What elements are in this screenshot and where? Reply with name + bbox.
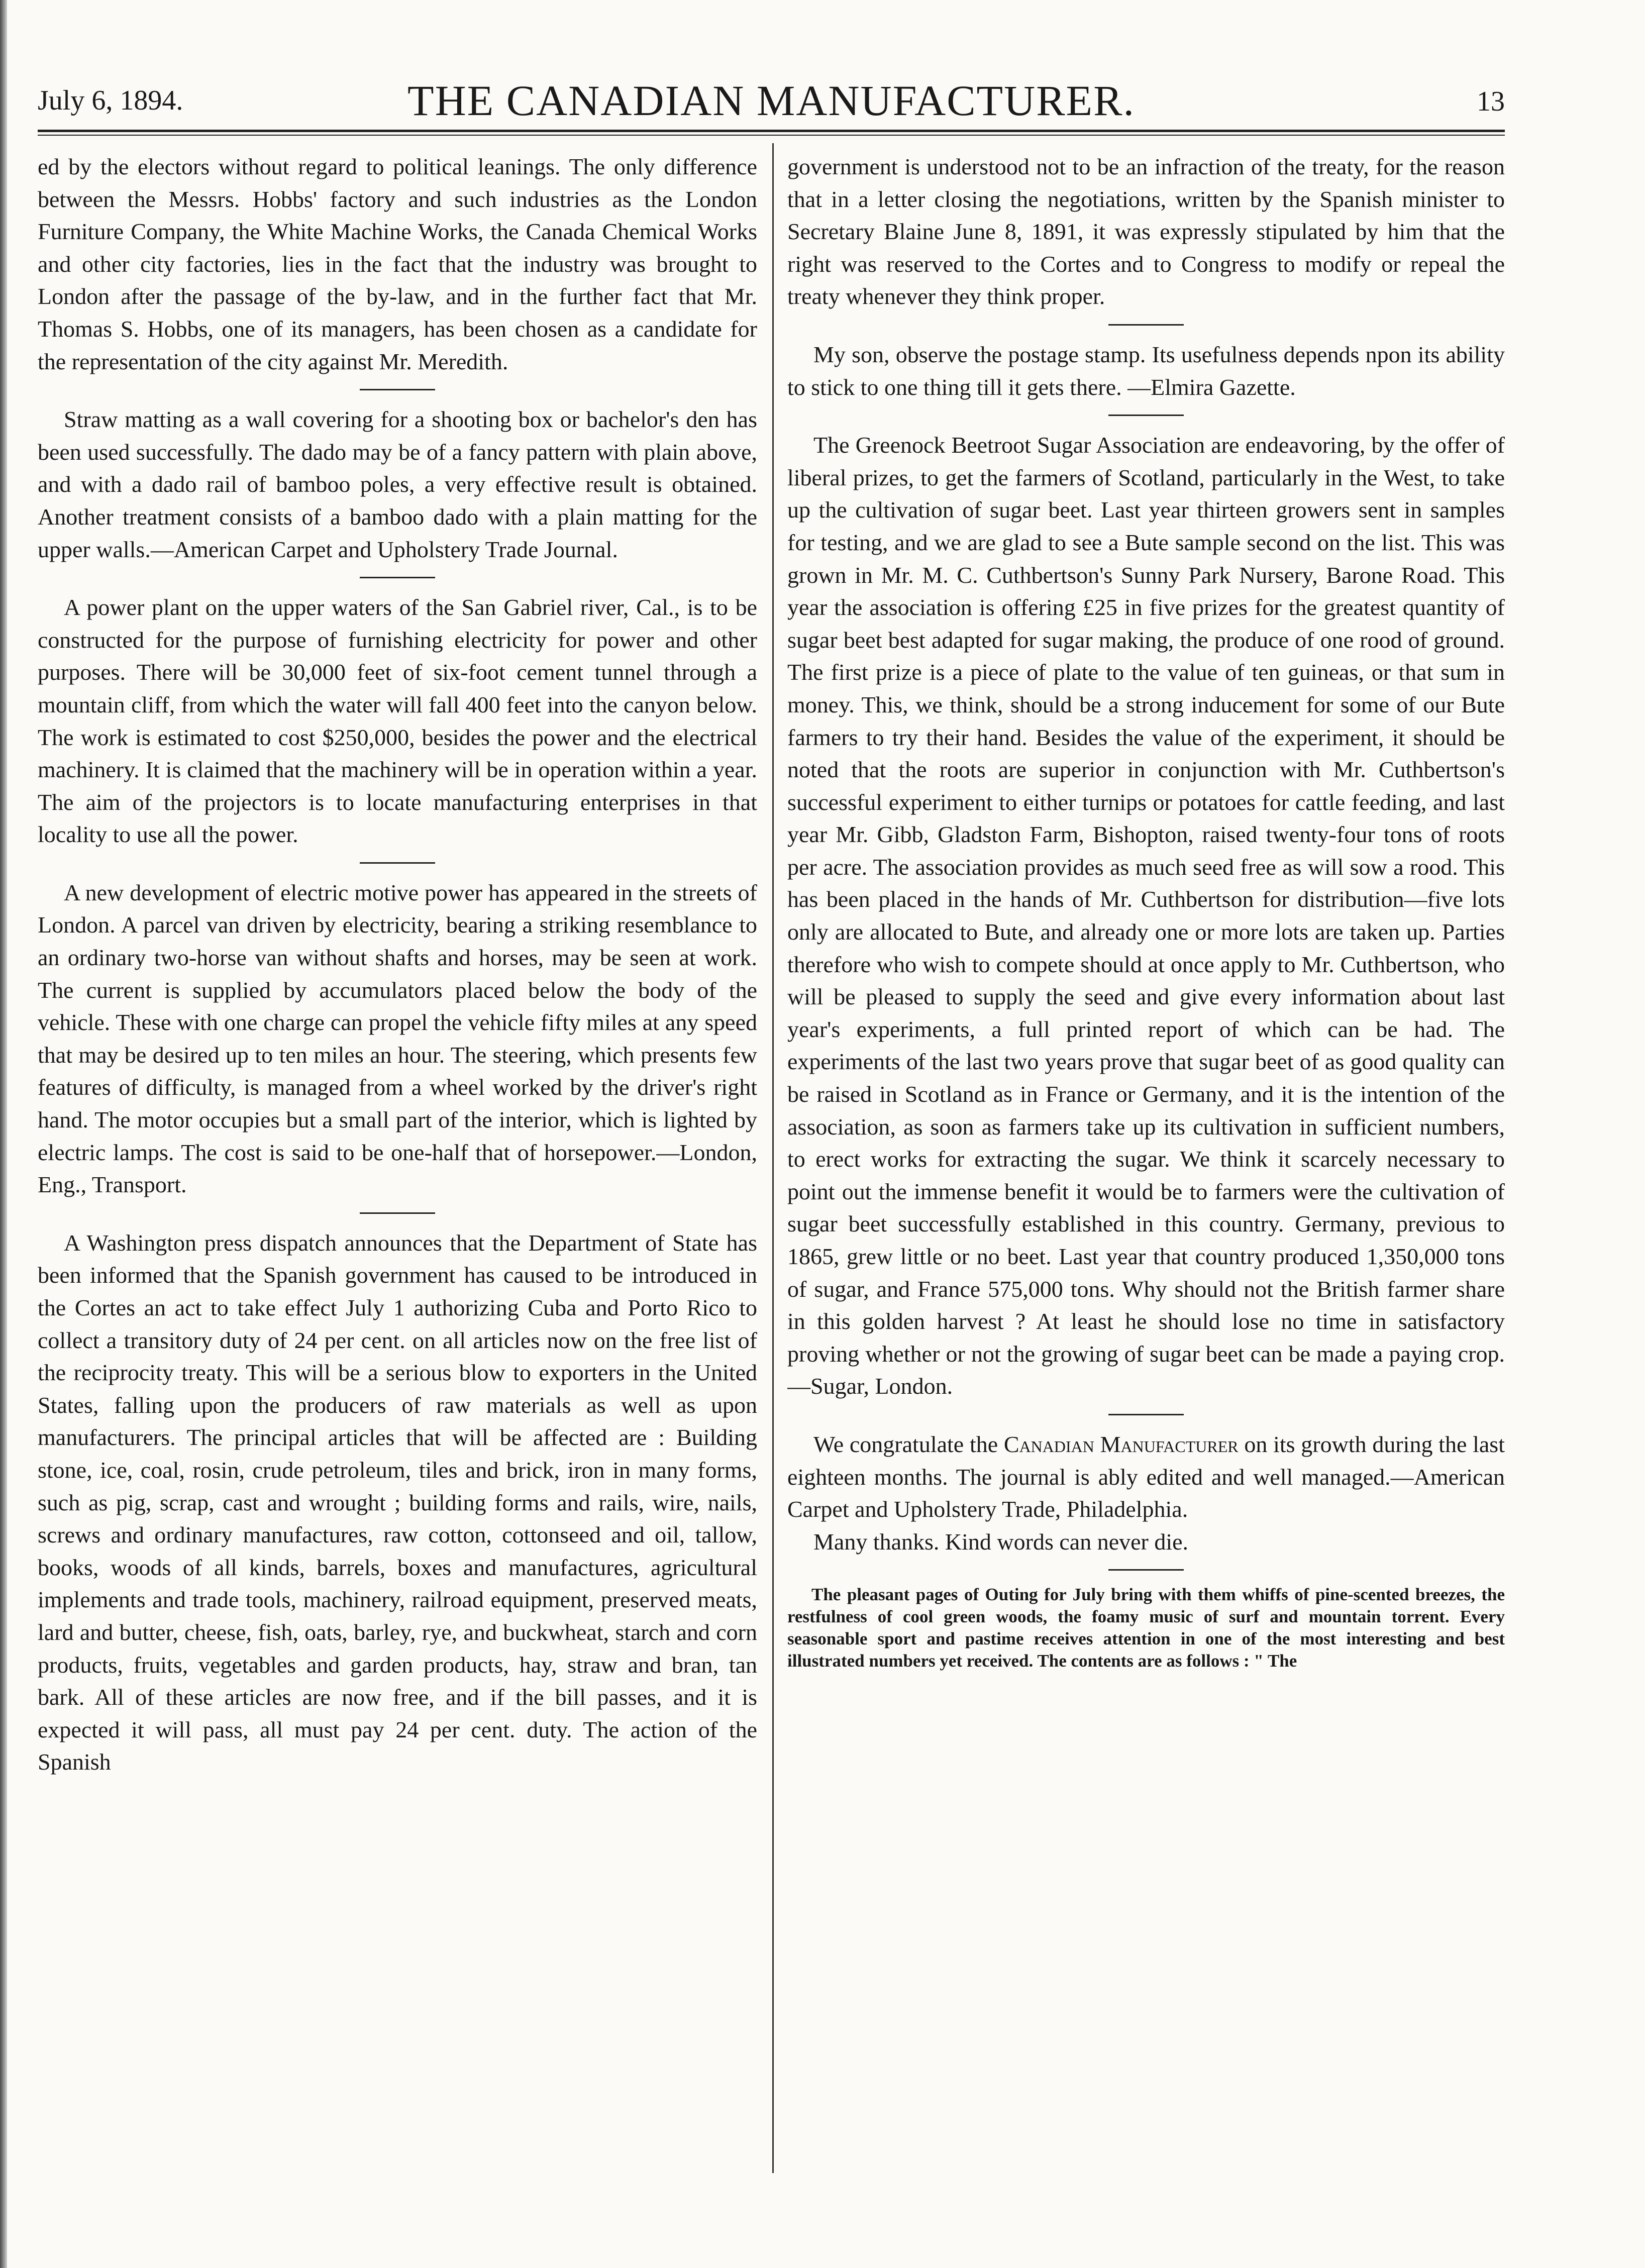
article-separator	[1108, 1569, 1184, 1571]
article-separator	[360, 1212, 435, 1214]
article-postage-stamp: My son, observe the postage stamp. Its usefulness depends npon its ability to stick to one thing till it gets there. —Elmira Gazette.	[787, 341, 1505, 400]
journal-name-smallcaps: Canadian Manufacturer	[1003, 1431, 1239, 1457]
left-column	[38, 151, 757, 2155]
article-separator	[360, 577, 435, 578]
article-spanish-duty: A Washington press dispatch announces that the Department of State has been informed that the Spanish government has caused to be introduced in the Cortes an act to take effect July 1 authorizing Cuba and Porto Rico to collect a transitory duty of 24 per cent. on all articles now on the free list of the reciprocity treaty. This will be a serious blow to exporters in the United States, falling upon the producers of raw materials as well as upon manufacturers. The principal articles that will be affected are : Building stone, ice, coal, rosin, crude petroleum, tiles and brick, iron in many forms, such as pig, scrap, cast and wrought ; building forms and rails, wire, nails, screws and ordinary manufactures, raw cotton, cottonseed and oil, tallow, books, woods of all kinds, barrels, boxes and manufactures, agricultural implements and trade tools, machinery, railroad equipment, preserved meats, lard and butter, cheese, fish, oats, barley, rye, and buckwheat, starch and corn products, fruits, vegetables and garden products, hay, straw and bran, tan bark. All of these articles are now free, and if the bill passes, and it is expected it will pass, all must pay 24 per cent. duty. The action of the Spanish	[38, 1229, 757, 1775]
article-power-plant: A power plant on the upper waters of the San Gabriel river, Cal., is to be constructed for the purpose of furnishing electricity for power and other purposes. There will be 30,000 feet of six-foot cement tunnel through a mountain cliff, from which the water will fall 400 feet into the canyon below. The work is estimated to cost $250,000, besides the power and the electrical machinery. It is claimed that the machinery will be in operation within a year. The aim of the projectors is to locate manufacturing enterprises in that locality to use all the power.	[38, 594, 757, 848]
article-separator	[1108, 1414, 1184, 1415]
page-number: 13	[1477, 86, 1505, 117]
article-outing-review: The pleasant pages of Outing for July bring with them whiffs of pine-scented breezes, the restfulness of cool green woods, the foamy music of surf and mountain torrent. Every seasonable sport and pastime receives attention in one of the most interesting and best illustrated numbers yet received. The contents are as follows : " The	[787, 1585, 1505, 1671]
article-thanks: Many thanks. Kind words can never die.	[813, 1528, 1189, 1555]
issue-date: July 6, 1894.	[38, 85, 183, 116]
column-divider	[772, 143, 774, 2173]
article-separator	[1108, 415, 1184, 416]
header-rule-thin	[38, 135, 1505, 136]
article-electric-van: A new development of electric motive power has appeared in the streets of London. A parcel van driven by electricity, bearing a striking resemblance to an ordinary two-horse van without shafts and horses, may be seen at work. The current is supplied by accumulators placed below the body of the vehicle. These with one charge can propel the vehicle fifty miles at any speed that may be desired up to ten miles an hour. The steering, which presents few features of difficulty, is managed from a wheel worked by the driver's right hand. The motor occupies but a small part of the interior, which is lighted by electric lamps. The cost is said to be one-half that of horsepower.—London, Eng., Transport.	[38, 879, 757, 1198]
masthead-title: THE CANADIAN MANUFACTURER.	[407, 76, 1135, 125]
right-column	[787, 151, 1505, 2155]
article-spanish-duty-continued: government is understood not to be an infraction of the treaty, for the reason that in a letter closing the negotiations, written by the Spanish minister to Secretary Blaine June 8, 1891, it was expressly stipulated by him that the right was reserved to the Cortes and to Congress to modify or repeal the treaty whenever they think proper.	[787, 154, 1505, 310]
scanned-page-edge	[0, 0, 7, 2268]
article-separator	[360, 862, 435, 864]
congrats-text-start: We congratulate the	[813, 1431, 1004, 1457]
article-beetroot-sugar: The Greenock Beetroot Sugar Association are endeavoring, by the offer of liberal prizes, to get the farmers of Scotland, particularly in the West, to take up the cultivation of sugar beet. Last year thirteen growers sent in samples for testing, and we are glad to see a Bute sample second on the list. This was grown in Mr. M. C. Cuthbertson's Sunny Park Nursery, Barone Road. This year the association is offering £25 in five prizes for the greatest quantity of sugar beet best adapted for sugar making, the produce of one rood of ground. The first prize is a piece of plate to the value of ten guineas, or that sum in money. This, we think, should be a strong inducement for some of our Bute farmers to try their hand. Besides the value of the experiment, it should be noted that the roots are superior in conjunction with Mr. Cuthbertson's successful experiment to either turnips or potatoes for cattle feeding, and last year Mr. Gibb, Gladston Farm, Bishopton, raised twenty-four tons of roots per acre. The association provides as much seed free as will sow a rood. This has been placed in the hands of Mr. Cuthbertson for distribution—five lots only are allocated to Bute, and already one or more lots are taken up. Parties therefore who wish to compete should at once apply to Mr. Cuthbertson, who will be pleased to supply the seed and give every information about last year's experiments, a full printed report of which can be had. The experiments of the last two years prove that sugar beet of as good quality can be raised in Scotland as in France or Germany, and it is the intention of the association, as soon as farmers take up its cultivation in sufficient numbers, to erect works for extracting the sugar. We think it scarcely necessary to point out the immense benefit it would be to farmers were the cultivation of sugar beet successfully established in this country. Germany, previous to 1865, grew little or no beet. Last year that country produced 1,350,000 tons of sugar, and France 575,000 tons. Why should not the British farmer share in this golden harvest ? At least he should lose no time in satisfactory proving whether or not the growing of sugar beet can be made a paying crop.—Sugar, London.	[787, 432, 1505, 1399]
article-hobbs-continued: ed by the electors without regard to political leanings. The only difference between the Messrs. Hobbs' factory and such industries as the London Furniture Company, the White Machine Works, the Canada Chemical Works and other city factories, lies in the fact that the industry was brought to London after the passage of the by-law, and in the further fact that Mr. Thomas S. Hobbs, one of its managers, has been chosen as a candidate for the representation of the city against Mr. Meredith.	[38, 154, 757, 374]
article-straw-matting: Straw matting as a wall covering for a shooting box or bachelor's den has been used successfully. The dado may be of a fancy pattern with plain above, and with a dado rail of bamboo poles, a very effective result is obtained. Another treatment consists of a bamboo dado with a plain matting for the upper walls.—American Carpet and Upholstery Trade Journal.	[38, 406, 757, 562]
article-separator	[1108, 324, 1184, 326]
header-rule	[38, 130, 1505, 132]
article-separator	[360, 389, 435, 390]
page-header	[38, 75, 1505, 131]
congrats-text-end: on its growth during the last eighteen months. The journal is ably edited and well managed.—American Carpet and Upholstery Trade, Philadelphia.	[787, 1431, 1505, 1522]
article-congratulations	[787, 1428, 1505, 1526]
